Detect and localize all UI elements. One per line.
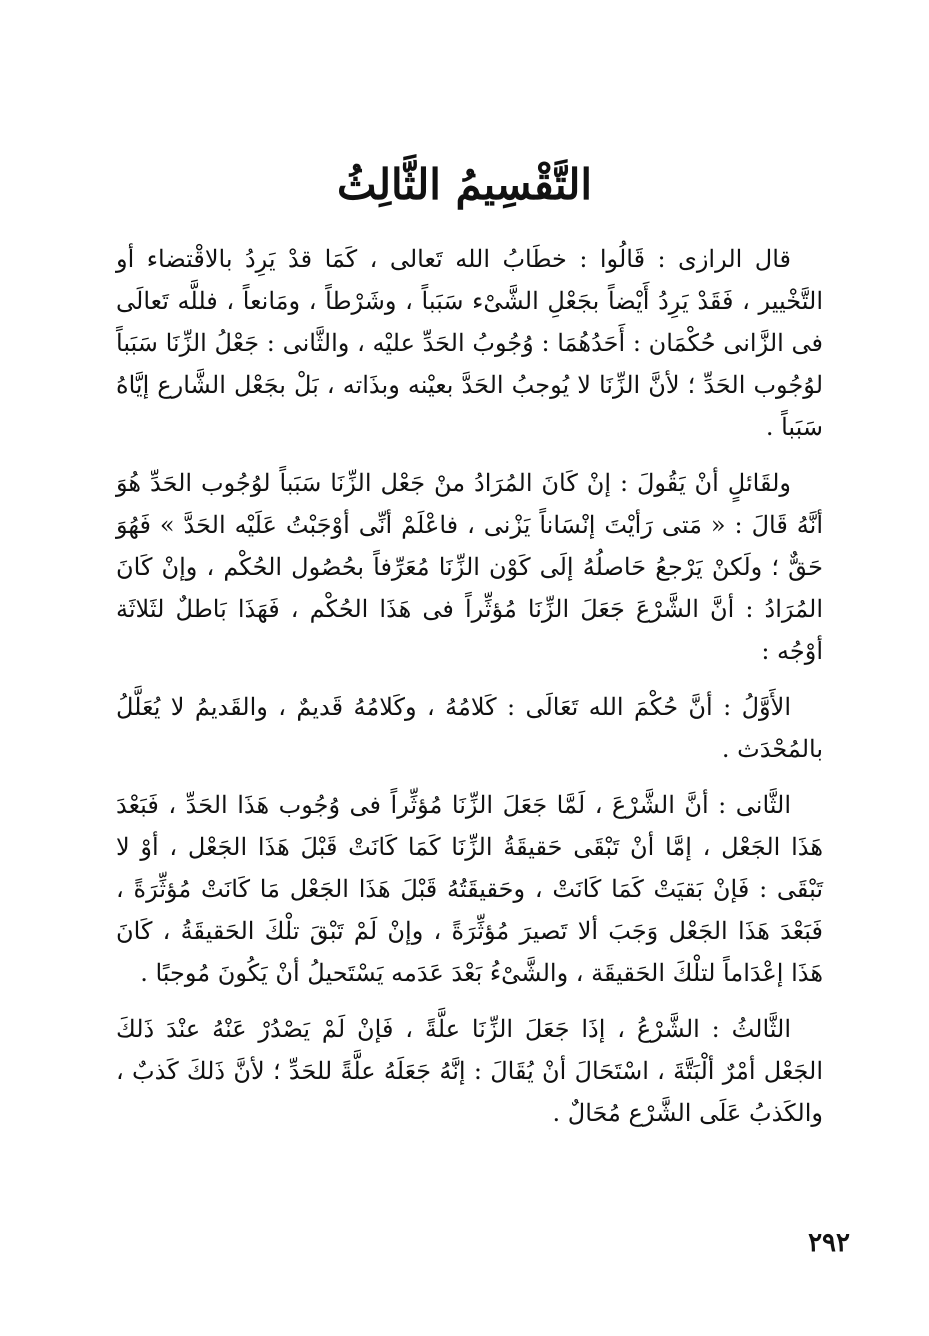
chapter-title: التَّقْسِيمُ الثَّالِثُ [336, 160, 593, 209]
paragraph: الثَّانى : أنَّ الشَّرْعَ ، لَمَّا جَعَلَ الزِّنَا مُؤثِّراً فى وُجُوب هَذَا الحَدِّ ، فَبَعْدَ هَذَا الجَعْل ، إمَّا أنْ تَبْقَى حَقيقَةُ الزِّنَا كَمَا كَانَتْ قَبْلَ هَذَا الجَعْل ، أوْ لا تَبْقَى : فَإنْ بَقيَتْ كَمَا كَانَتْ ، وحَقيقَتُهُ قَبْلَ هَذَا الجَعْل مَا كَانَتْ مُؤثِّرَةً ، فَبَعْدَ هَذَا الجَعْل وَجَبَ ألا تَصيرَ مُؤثِّرَةً ، وإنْ لَمْ تَبْقَ تلْكَ الحَقيقَةُ ، كَانَ هَذَا إعْدَاماً لتلْكَ الحَقيقَة ، والشَّىْءُ بَعْدَ عَدَمه يَسْتَحيلُ أنْ يَكُونَ مُوجبًا . [116, 791, 823, 987]
body-text [116, 238, 823, 1148]
paragraph: قال الرازى : قَالُوا : خطَابُ الله تَعالى ، كَمَا قدْ يَرِدُ بالاقْتضاء أو التَّخْيير ، فَقَدْ يَرِدُ أَيْضاً بجَعْلِ الشَّىْء سَبَباً ، وشَرْطاً ، ومَانعاً ، فللَّه تَعالَى فى الزَّانى حُكْمَان : أَحَدُهُمَا : وُجُوبُ الحَدِّ عليْه ، والثَّانى : جَعْلُ الزِّنَا سَبَباً لوُجُوب الحَدِّ ؛ لأنَّ الزِّنَا لا يُوجبُ الحَدَّ بعيْنه وبذَاته ، بَلْ بجَعْل الشَّارع إيَّاهُ سَبَباً . [116, 245, 823, 441]
paragraph: ولقَائلٍ أنْ يَقُولَ : إنْ كَانَ المُرَادُ منْ جَعْل الزِّنَا سَبَباً لوُجُوب الحَدِّ هُوَ أنَّهُ قَالَ : « مَتى رَأيْتَ إنْسَاناً يَزْنى ، فاعْلَمْ أنِّى أوْجَبْتُ عَلَيْه الحَدَّ » فَهُوَ حَقٌّ ؛ ولَكنْ يَرْجعُ حَاصلُهُ إلَى كَوْن الزِّنَا مُعَرِّفاً بحُصُول الحُكْم ، وإنْ كَانَ المُرَادُ : أنَّ الشَّرْعَ جَعَلَ الزِّنَا مُؤثِّراً فى هَذَا الحُكْم ، فَهَذَا بَاطلٌ لثَلاثَة أوْجُه : [116, 469, 823, 665]
paragraph: الثَّالثُ : الشَّرْعُ ، إذَا جَعَلَ الزِّنَا علَّةً ، فَإنْ لَمْ يَصْدُرْ عَنْهُ عنْدَ ذَلكَ الجَعْل أمْرٌ ألْبَتَّةَ ، اسْتَحَالَ أنْ يُقَالَ : إنَّهُ جَعَلَهُ علَّةً للحَدِّ ؛ لأنَّ ذَلكَ كَذبٌ ، والكَذبُ عَلَى الشَّرْع مُحَالٌ . [116, 1015, 823, 1127]
paragraph: الأَوَّلُ : أنَّ حُكْمَ الله تَعَالَى : كَلامُهُ ، وكَلامُهُ قَديمٌ ، والقَديمُ لا يُعَلَّلُ بالمُحْدَث . [116, 693, 823, 763]
page-number: ٢٩٢ [808, 1228, 850, 1258]
